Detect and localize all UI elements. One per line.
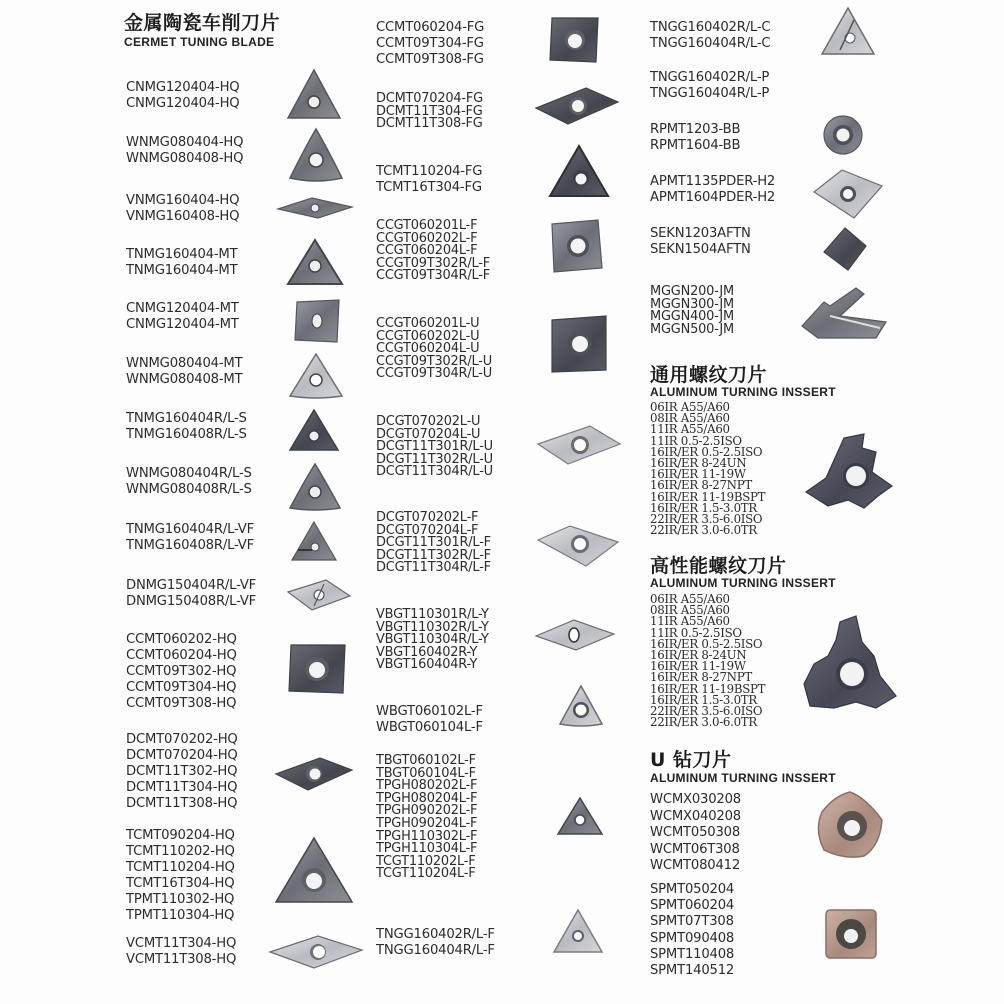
rhombic-55-insert-icon bbox=[536, 524, 620, 568]
part-code: TCGT110204L-F bbox=[376, 866, 476, 882]
part-code: DCMT070204-FG bbox=[376, 91, 483, 106]
part-code: CCMT060204-HQ bbox=[126, 648, 237, 663]
part-code: DCGT11T304R/L-F bbox=[376, 560, 491, 576]
code-group-u-drill-0 bbox=[650, 792, 741, 875]
code-group-c2-4 bbox=[376, 318, 492, 381]
code-group-c2-8 bbox=[376, 704, 483, 736]
part-code: TBGT060104L-F bbox=[376, 765, 476, 781]
part-code: CCGT060201L-U bbox=[376, 316, 480, 331]
part-code: VBGT160404R-Y bbox=[376, 657, 478, 673]
rhombic-80-insert-icon bbox=[293, 298, 341, 344]
part-code: RPMT1203-BB bbox=[650, 122, 741, 137]
part-code: CCMT09T304-HQ bbox=[126, 680, 237, 695]
part-code: APMT1135PDER-H2 bbox=[650, 174, 776, 189]
part-code: TCMT110202-HQ bbox=[126, 844, 235, 859]
part-code: VNMG160404-HQ bbox=[126, 193, 240, 208]
part-code: DCGT11T301R/L-U bbox=[376, 439, 493, 455]
rhombic-80-insert-icon bbox=[548, 218, 604, 274]
part-code: CCGT09T302R/L-F bbox=[376, 255, 490, 271]
thread-code: 16IR/ER 8-27NPT bbox=[650, 478, 752, 493]
part-code: WNMG080404R/L-S bbox=[126, 466, 252, 481]
part-code: SPMT140512 bbox=[650, 963, 735, 979]
rhombic-55-insert-icon bbox=[536, 424, 622, 466]
rhombic-55-insert-icon bbox=[286, 578, 352, 612]
code-group-u-drill-1 bbox=[650, 882, 734, 979]
part-code: CCGT060202L-F bbox=[376, 230, 478, 246]
cermet-section-title-en: CERMET TUNING BLADE bbox=[124, 35, 275, 49]
part-code: TCMT090204-HQ bbox=[126, 828, 235, 843]
part-code: VNMG160408-HQ bbox=[126, 209, 240, 224]
thread-code: 11IR 0.5-2.5ISO bbox=[650, 625, 742, 640]
triangle-insert-icon bbox=[290, 520, 338, 562]
code-group-c3-3 bbox=[650, 174, 775, 206]
part-code: CCGT09T304R/L-U bbox=[376, 366, 492, 382]
code-group-c1-4 bbox=[126, 301, 239, 333]
part-code: TCGT110202L-F bbox=[376, 853, 476, 869]
code-group-c2-6 bbox=[376, 512, 491, 575]
thread-code: 11IR A55/A60 bbox=[650, 614, 730, 629]
code-group-c3-1 bbox=[650, 70, 769, 102]
part-code: DCGT070204L-U bbox=[376, 426, 481, 442]
grooving-insert-icon bbox=[800, 282, 888, 340]
part-code: DCGT11T304R/L-U bbox=[376, 464, 493, 480]
part-code: TNMG160404-MT bbox=[126, 263, 238, 278]
code-group-c3-0 bbox=[650, 20, 770, 52]
part-code: DCGT070202L-F bbox=[376, 510, 479, 525]
part-code: WNMG080408-HQ bbox=[126, 151, 244, 166]
part-code: SPMT050204 bbox=[650, 882, 735, 897]
part-code: CCGT09T302R/L-U bbox=[376, 353, 492, 369]
thread-code: 16IR/ER 11-19W bbox=[650, 659, 746, 674]
part-code: CCGT09T304R/L-F bbox=[376, 268, 490, 284]
part-code: TNMG160404-MT bbox=[126, 247, 238, 262]
part-code: TPGH110302L-F bbox=[376, 828, 478, 844]
part-code: WBGT060102L-F bbox=[376, 704, 483, 719]
u-drill-section-title-en: ALUMINUM TURNING INSSERT bbox=[650, 771, 836, 785]
part-code: VCMT11T308-HQ bbox=[126, 952, 237, 967]
code-group-c1-11 bbox=[126, 732, 238, 812]
thread-code: 06IR A55/A60 bbox=[650, 400, 730, 414]
thread-code: 16IR/ER 8-24UN bbox=[650, 456, 747, 471]
part-code: CNMG120404-HQ bbox=[126, 80, 240, 95]
part-code: DCGT070204L-F bbox=[376, 522, 479, 538]
part-code: DCMT070204-HQ bbox=[126, 748, 238, 763]
part-code: CCGT060204L-F bbox=[376, 243, 478, 259]
part-code: MGGN200-JM bbox=[650, 284, 734, 299]
part-code: MGGN400-JM bbox=[650, 309, 734, 325]
part-code: WNMG080404-HQ bbox=[126, 135, 244, 150]
parallelogram-insert-icon bbox=[812, 168, 884, 220]
trigon-insert-icon bbox=[288, 352, 344, 400]
trigon-insert-icon bbox=[814, 790, 886, 860]
part-code: WCMX040208 bbox=[650, 808, 742, 824]
part-code: DCGT11T301R/L-F bbox=[376, 535, 491, 551]
code-group-c2-9 bbox=[376, 755, 477, 881]
rhombic-35-insert-icon bbox=[276, 196, 354, 220]
part-code: CCGT060202L-U bbox=[376, 328, 480, 344]
code-group-c1-7 bbox=[126, 466, 252, 498]
rhombic-35-insert-icon bbox=[268, 934, 364, 970]
code-group-c1-2 bbox=[126, 193, 239, 225]
part-code: TPGH110304L-F bbox=[376, 841, 478, 857]
triangle-insert-icon bbox=[820, 6, 876, 58]
part-code: CCMT09T304-FG bbox=[376, 36, 484, 51]
thread-code-list-general bbox=[650, 402, 765, 536]
code-group-c2-1 bbox=[376, 93, 483, 131]
part-code: TNGG160404R/L-C bbox=[650, 36, 771, 51]
part-code: TCMT16T304-HQ bbox=[126, 876, 235, 891]
code-group-c1-1 bbox=[126, 135, 243, 167]
round-insert-icon bbox=[822, 114, 864, 156]
part-code: WCMT06T308 bbox=[650, 841, 740, 857]
trigon-insert-icon bbox=[288, 462, 342, 512]
part-code: WCMT080412 bbox=[650, 858, 741, 873]
part-code: VCMT11T304-HQ bbox=[126, 936, 237, 951]
part-code: MGGN500-JM bbox=[650, 321, 734, 337]
triangle-insert-icon bbox=[288, 408, 340, 454]
part-code: CCMT09T308-HQ bbox=[126, 696, 237, 711]
part-code: DCGT070202L-U bbox=[376, 414, 481, 429]
general-thread-section-title-en: ALUMINUM TURNING INSSERT bbox=[650, 385, 836, 399]
part-code: SPMT060204 bbox=[650, 898, 735, 914]
thread-code: 08IR A55/A60 bbox=[650, 603, 730, 618]
thread-code-list-high-perf bbox=[650, 594, 765, 728]
thread-code: 16IR/ER 8-27NPT bbox=[650, 670, 752, 685]
part-code: VBGT110302R/L-Y bbox=[376, 619, 489, 635]
thread-insert-icon bbox=[804, 432, 894, 516]
general-thread-section-title-cn: 通用螺纹刀片 bbox=[650, 364, 768, 386]
code-group-c1-8 bbox=[126, 522, 254, 554]
part-code: WBGT060104L-F bbox=[376, 720, 483, 735]
part-code: CNMG120404-MT bbox=[126, 317, 239, 332]
part-code: DCMT11T308-HQ bbox=[126, 796, 238, 811]
code-group-c1-10 bbox=[126, 632, 237, 712]
part-code: CCMT09T302-HQ bbox=[126, 664, 237, 679]
part-code: TNMG160404R/L-S bbox=[126, 411, 247, 426]
code-group-c1-12 bbox=[126, 828, 235, 924]
thread-code: 16IR/ER 1.5-3.0TR bbox=[650, 500, 757, 515]
triangle-insert-icon bbox=[286, 238, 344, 288]
thread-code: 16IR/ER 8-24UN bbox=[650, 648, 747, 663]
thread-code: 16IR/ER 1.5-3.0TR bbox=[650, 692, 757, 707]
thread-code: 22IR/ER 3.0-6.0TR bbox=[650, 715, 757, 730]
square-insert-icon bbox=[824, 908, 878, 960]
part-code: DCMT11T304-HQ bbox=[126, 780, 238, 795]
rhombic-55-insert-icon bbox=[534, 86, 620, 126]
part-code: TNGG160404R/L-F bbox=[376, 943, 495, 958]
part-code: DCMT070202-HQ bbox=[126, 732, 238, 747]
part-code: RPMT1604-BB bbox=[650, 138, 741, 153]
code-group-c1-5 bbox=[126, 356, 242, 388]
code-group-c1-3 bbox=[126, 247, 237, 279]
part-code: TCMT110204-FG bbox=[376, 164, 483, 179]
part-code: TBGT060102L-F bbox=[376, 753, 476, 768]
part-code: CCGT060201L-F bbox=[376, 218, 478, 233]
part-code: VBGT160402R-Y bbox=[376, 644, 478, 660]
part-code: CCMT060204-FG bbox=[376, 20, 485, 35]
part-code: DCMT11T304-FG bbox=[376, 103, 483, 119]
part-code: TNMG160408R/L-VF bbox=[126, 538, 254, 553]
rhombic-80-insert-icon bbox=[550, 314, 608, 374]
part-code: VBGT110304R/L-Y bbox=[376, 632, 489, 648]
u-drill-section-title-cn: U 钻刀片 bbox=[650, 749, 732, 771]
code-group-c2-5 bbox=[376, 416, 493, 479]
code-group-c1-13 bbox=[126, 936, 236, 968]
part-code: SPMT110408 bbox=[650, 946, 735, 962]
thread-code: 22IR/ER 3.5-6.0ISO bbox=[650, 704, 763, 719]
rhombic-80-insert-icon bbox=[287, 643, 347, 695]
rhombic-35-insert-icon bbox=[534, 618, 616, 652]
part-code: TPGH090202L-F bbox=[376, 803, 478, 819]
part-code: CNMG120404-HQ bbox=[126, 96, 240, 111]
part-code: TPGH090204L-F bbox=[376, 815, 478, 831]
part-code: TPMT110304-HQ bbox=[126, 908, 235, 923]
part-code: DCMT11T308-FG bbox=[376, 116, 483, 132]
code-group-c2-10 bbox=[376, 927, 495, 959]
rhombic-80-insert-icon bbox=[548, 16, 600, 64]
part-code: CCGT060204L-U bbox=[376, 341, 480, 357]
part-code: WNMG080408R/L-S bbox=[126, 482, 252, 497]
part-code: CCMT09T308-FG bbox=[376, 52, 484, 67]
thread-code: 16IR/ER 11-19BSPT bbox=[650, 681, 766, 696]
thread-code: 22IR/ER 3.0-6.0TR bbox=[650, 523, 757, 538]
cermet-section-title-cn: 金属陶瓷车削刀片 bbox=[124, 12, 281, 34]
high-perf-thread-section-title-en: ALUMINUM TURNING INSSERT bbox=[650, 576, 836, 590]
thread-code: 16IR/ER 0.5-2.5ISO bbox=[650, 636, 763, 651]
part-code: MGGN300-JM bbox=[650, 296, 734, 312]
part-code: TCMT16T304-FG bbox=[376, 180, 482, 195]
part-code: TCMT110204-HQ bbox=[126, 860, 235, 875]
part-code: TNGG160402R/L-F bbox=[376, 927, 495, 942]
trigon-insert-icon bbox=[286, 126, 346, 184]
triangle-insert-icon bbox=[284, 66, 344, 122]
code-group-c1-0 bbox=[126, 80, 239, 112]
code-group-c2-7 bbox=[376, 609, 489, 672]
thread-code: 16IR/ER 11-19W bbox=[650, 467, 746, 482]
high-perf-thread-section-title-cn: 高性能螺纹刀片 bbox=[650, 555, 787, 577]
code-group-c3-4 bbox=[650, 226, 751, 258]
thread-code: 16IR/ER 0.5-2.5ISO bbox=[650, 444, 763, 459]
thread-code: 06IR A55/A60 bbox=[650, 592, 730, 606]
triangle-insert-icon bbox=[274, 836, 354, 906]
part-code: DCMT11T302-HQ bbox=[126, 764, 238, 779]
rhombic-55-insert-icon bbox=[274, 756, 354, 792]
part-code: DNMG150404R/L-VF bbox=[126, 578, 257, 593]
part-code: SPMT07T308 bbox=[650, 914, 734, 930]
part-code: TPMT110302-HQ bbox=[126, 892, 235, 907]
triangle-insert-icon bbox=[548, 144, 610, 200]
trigon-insert-icon bbox=[558, 684, 604, 728]
part-code: WNMG080404-MT bbox=[126, 356, 243, 371]
code-group-c2-0 bbox=[376, 20, 484, 68]
part-code: WNMG080408-MT bbox=[126, 372, 243, 387]
thread-code: 16IR/ER 11-19BSPT bbox=[650, 489, 766, 504]
part-code: WCMX030208 bbox=[650, 792, 742, 807]
part-code: DCGT11T302R/L-U bbox=[376, 451, 493, 467]
triangle-insert-icon bbox=[556, 796, 604, 836]
thread-code: 08IR A55/A60 bbox=[650, 411, 730, 426]
triangle-insert-icon bbox=[552, 908, 604, 956]
code-group-c1-6 bbox=[126, 411, 247, 443]
part-code: CCMT060202-HQ bbox=[126, 632, 237, 647]
part-code: TNGG160402R/L-C bbox=[650, 20, 771, 35]
code-group-c1-9 bbox=[126, 578, 256, 610]
code-group-c2-3 bbox=[376, 220, 490, 283]
part-code: SEKN1203AFTN bbox=[650, 226, 751, 241]
part-code: SPMT090408 bbox=[650, 930, 735, 946]
part-code: TPGH080204L-F bbox=[376, 790, 478, 806]
part-code: CNMG120404-MT bbox=[126, 301, 239, 316]
part-code: DCGT11T302R/L-F bbox=[376, 547, 491, 563]
part-code: TPGH080202L-F bbox=[376, 778, 478, 794]
thread-code: 22IR/ER 3.5-6.0ISO bbox=[650, 512, 763, 527]
thread-insert-icon bbox=[800, 612, 900, 712]
part-code: TNMG160404R/L-VF bbox=[126, 522, 254, 537]
part-code: VBGT110301R/L-Y bbox=[376, 607, 489, 622]
code-group-c3-2 bbox=[650, 122, 740, 154]
part-code: TNMG160408R/L-S bbox=[126, 427, 247, 442]
square-insert-icon bbox=[822, 226, 868, 272]
code-group-c3-5 bbox=[650, 286, 734, 336]
part-code: TNGG160402R/L-P bbox=[650, 70, 770, 85]
part-code: TNGG160404R/L-P bbox=[650, 86, 770, 101]
part-code: SEKN1504AFTN bbox=[650, 242, 751, 257]
part-code: APMT1604PDER-H2 bbox=[650, 190, 776, 205]
part-code: DNMG150408R/L-VF bbox=[126, 594, 257, 609]
part-code: WCMT050308 bbox=[650, 825, 741, 840]
thread-code: 11IR A55/A60 bbox=[650, 422, 730, 437]
thread-code: 11IR 0.5-2.5ISO bbox=[650, 433, 742, 448]
code-group-c2-2 bbox=[376, 164, 482, 196]
